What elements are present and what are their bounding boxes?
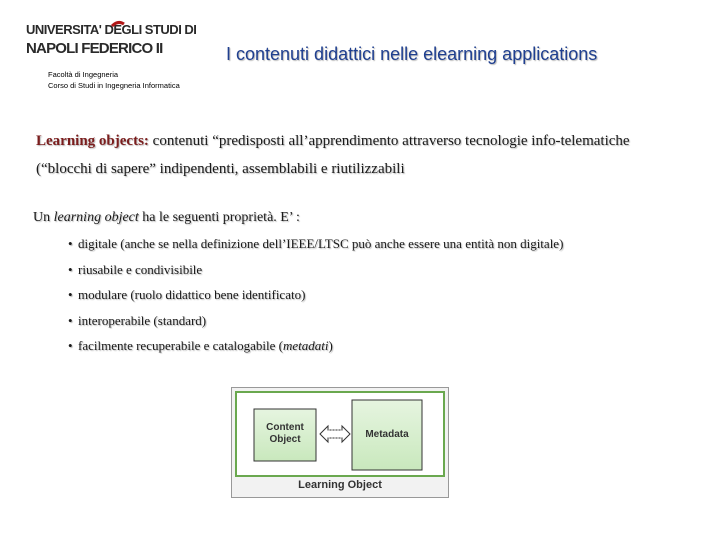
- course-name: Corso di Studi in Ingegneria Informatica: [48, 81, 180, 90]
- learning-object-diagram: [231, 387, 449, 498]
- definition-label: Learning objects:: [36, 133, 149, 149]
- content-label-1: Content: [266, 422, 304, 433]
- properties-list: [68, 236, 563, 364]
- property-text: modulare (ruolo didattico bene identificato): [78, 287, 306, 302]
- property-text: facilmente recuperabile e catalogabile (: [78, 338, 283, 353]
- intro-prefix: Un: [33, 210, 54, 225]
- properties-intro: [33, 210, 300, 226]
- bullet: •: [68, 312, 73, 328]
- property-text: interoperabile (standard): [78, 312, 207, 328]
- bullet: •: [68, 287, 73, 302]
- list-item: [68, 236, 563, 262]
- bullet: •: [68, 338, 73, 353]
- slide-title: I contenuti didattici nelle elearning applications: [226, 44, 598, 64]
- faculty-name: Facoltà di Ingegneria: [48, 70, 119, 79]
- definition-line-2: (“blocchi di sapere” indipendenti, assemblabili e riutilizzabili: [36, 161, 405, 177]
- list-item: [68, 287, 563, 313]
- faculty-block: [48, 69, 180, 91]
- content-label-2: Object: [269, 434, 301, 445]
- list-item: [68, 313, 563, 339]
- bullet: •: [68, 261, 73, 277]
- property-term: metadati: [283, 338, 329, 353]
- list-item: [68, 338, 563, 364]
- property-text: digitale (anche se nella definizione dell’IEEE/LTSC può anche essere una entità non digitale): [78, 236, 564, 251]
- intro-term: learning object: [53, 210, 139, 225]
- property-text: riusabile e condivisibile: [78, 261, 203, 277]
- university-logo: [26, 18, 197, 60]
- diagram-caption: Learning Object: [298, 479, 382, 491]
- definition-line: [36, 133, 630, 150]
- logo-line2: NAPOLI FEDERICO II: [26, 40, 163, 57]
- bullet: •: [68, 236, 73, 251]
- definition-text: contenuti “predisposti all’apprendimento attraverso tecnologie info-telematiche: [148, 133, 630, 149]
- logo-line1: UNIVERSITA' DEGLI STUDI DI: [26, 22, 197, 37]
- property-text-end: ): [328, 338, 333, 353]
- list-item: [68, 262, 563, 288]
- intro-suffix: ha le seguenti proprietà. E’ :: [138, 210, 300, 225]
- metadata-label: Metadata: [365, 429, 409, 440]
